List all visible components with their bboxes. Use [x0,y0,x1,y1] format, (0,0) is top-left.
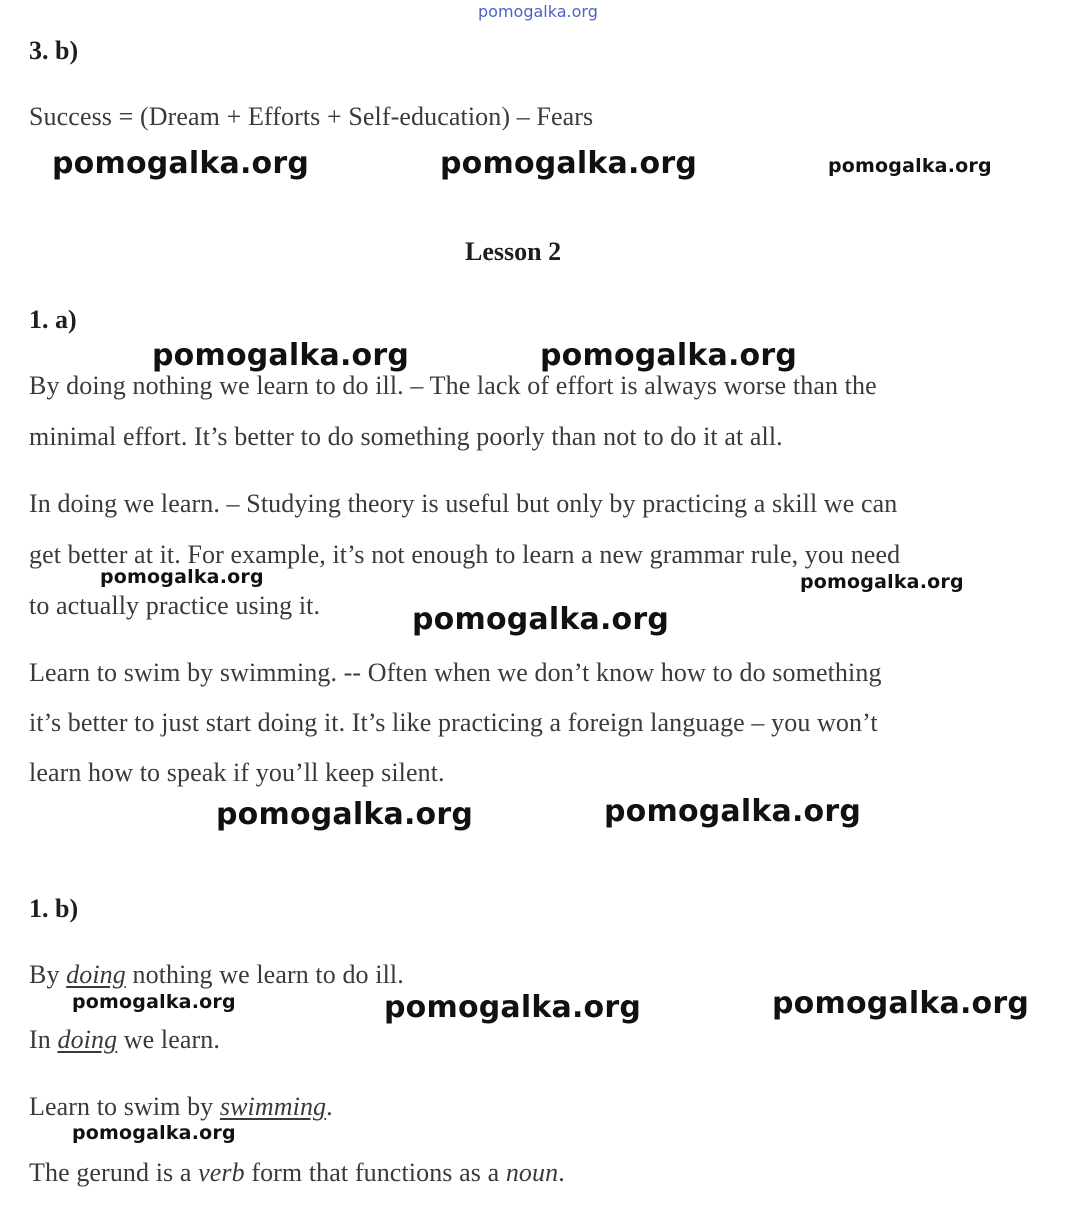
gerund-definition [29,1158,565,1188]
sentence-text: form that functions as a [244,1158,506,1187]
watermark-text: pomogalka.org [216,797,474,832]
gerund-word: doing [66,960,126,989]
watermark-text: pomogalka.org [412,602,670,637]
paragraph-line: it’s better to just start doing it. It’s like practicing a foreign language – you won’t [29,708,878,737]
watermark-text: pomogalka.org [604,794,862,829]
section-1a-heading: 1. a) [29,305,77,334]
paragraph-line: learn how to speak if you’ll keep silent. [29,758,445,787]
example-sentence-2 [29,1025,220,1055]
paragraph-line: Learn to swim by swimming. -- Often when we don’t know how to do something [29,658,882,687]
sentence-text: The gerund is a [29,1158,199,1187]
watermark-text: pomogalka.org [540,338,798,373]
watermark-text: pomogalka.org [52,146,310,181]
paragraph-line: to actually practice using it. [29,591,321,620]
sentence-text: nothing we learn to do ill. [125,960,404,989]
watermark-text: pomogalka.org [72,991,236,1013]
paragraph-line: In doing we learn. – Studying theory is useful but only by practicing a skill we can [29,489,898,518]
watermark-text: pomogalka.org [828,155,992,177]
paragraph-line: minimal effort. It’s better to do something poorly than not to do it at all. [29,422,783,451]
sentence-text: . [326,1092,333,1121]
watermark-text: pomogalka.org [384,990,642,1025]
watermark-text: pomogalka.org [152,338,410,373]
paragraph-line: get better at it. For example, it’s not enough to learn a new grammar rule, you need [29,540,901,569]
success-formula: Success = (Dream + Efforts + Self-education) – Fears [29,102,594,131]
section-3b-heading: 3. b) [29,36,79,65]
sentence-text: By [29,960,67,989]
gerund-word: doing [57,1025,118,1054]
gerund-word: swimming [219,1092,327,1121]
watermark-text: pomogalka.org [440,146,698,181]
section-1b-heading: 1. b) [29,894,79,923]
example-sentence-1 [29,960,404,990]
paragraph-line: By doing nothing we learn to do ill. – The lack of effort is always worse than the [29,371,877,400]
watermark-text: pomogalka.org [800,571,964,593]
sentence-text: . [558,1158,565,1187]
example-sentence-3 [29,1092,333,1122]
sentence-text: Learn to swim by [29,1092,220,1121]
watermark-text: pomogalka.org [772,986,1030,1021]
verb-word: verb [198,1158,245,1187]
top-watermark[interactable]: pomogalka.org [478,2,598,21]
watermark-text: pomogalka.org [100,566,264,588]
sentence-text: In [29,1025,58,1054]
watermark-text: pomogalka.org [72,1122,236,1144]
sentence-text: we learn. [117,1025,220,1054]
lesson-title: Lesson 2 [465,237,562,266]
noun-word: noun [505,1158,559,1187]
